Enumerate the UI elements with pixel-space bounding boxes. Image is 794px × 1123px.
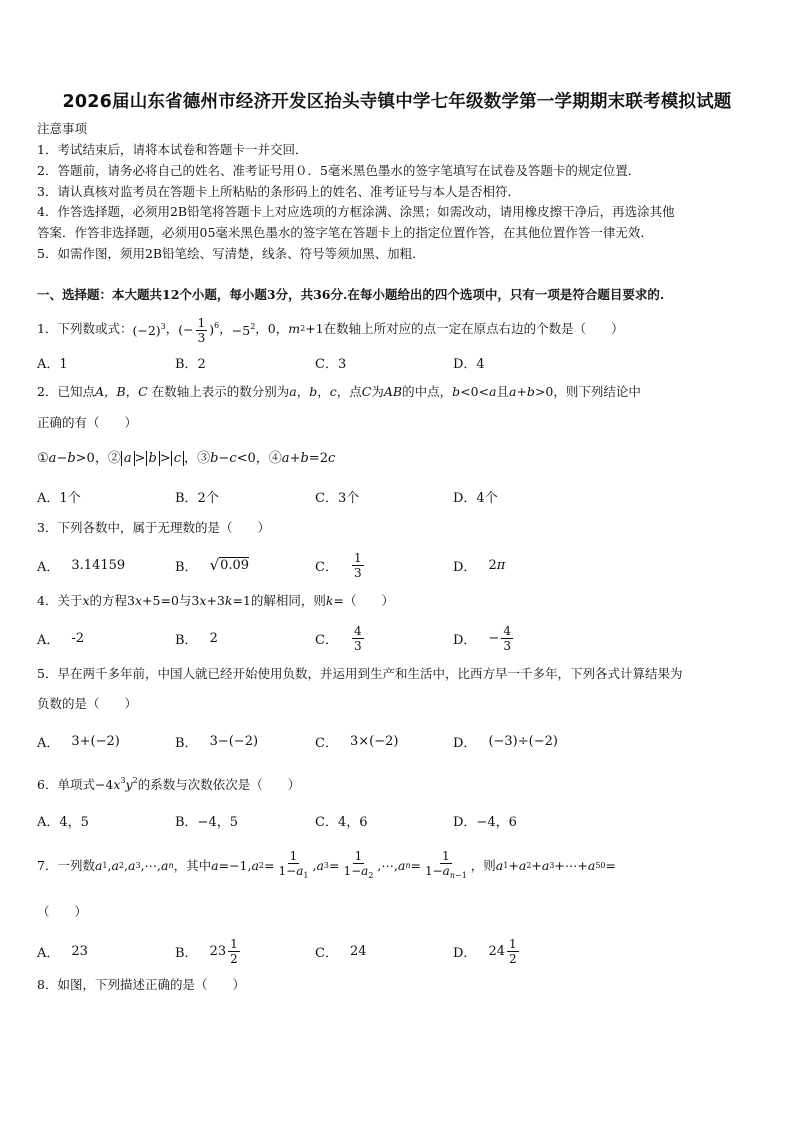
- question-2-line-1: 2．已知点A，B，C 在数轴上表示的数分别为a，b，c，点C为AB的中点，b<0<a且a+b>0，则下列结论中: [37, 384, 641, 399]
- q5-label-a: A．: [37, 735, 60, 751]
- q7-value-c: 24: [349, 943, 367, 959]
- notice-item-1: 1．考试结束后，请将本试卷和答题卡一并交回．: [37, 142, 308, 157]
- q7-label-d: D．: [453, 945, 477, 961]
- q7-label-c: C．: [315, 945, 338, 961]
- q2-option-c[interactable]: C．3个: [315, 490, 360, 506]
- question-2-line-2: 正确的有（ ）: [37, 415, 138, 430]
- q1-options: [37, 348, 757, 376]
- q7-options: [37, 934, 757, 968]
- q4-label-c: C．: [315, 632, 338, 648]
- question-5-line-2: 负数的是（ ）: [37, 696, 138, 711]
- q2-text-f: 且: [496, 384, 509, 399]
- q1-option-d[interactable]: D．4: [453, 356, 485, 372]
- q1-option-c[interactable]: C．3: [315, 356, 347, 372]
- q5-option-d[interactable]: D． (−3)÷(−2): [453, 733, 558, 751]
- q7-label-b: B．: [175, 945, 198, 961]
- q3-value-b: 0.09: [220, 558, 250, 573]
- q5-option-b[interactable]: B． 3−(−2): [175, 733, 259, 751]
- q1-option-b[interactable]: B．2: [175, 356, 206, 372]
- q7-option-b[interactable]: B． 23 $\frac{1}{2}$: [175, 936, 238, 966]
- q3-label-c: C．: [315, 559, 338, 575]
- q5-option-c[interactable]: C． 3×(−2): [315, 733, 399, 751]
- q2-text-a: 2．已知点: [37, 384, 95, 399]
- q7-label-a: A．: [37, 945, 60, 961]
- q6-option-a[interactable]: A．4，5: [37, 814, 89, 830]
- q7-text-b: ，其中: [173, 858, 212, 873]
- question-6-stem: 6．单项式$-4x^3y^2$的系数与次数依次是（ ）: [37, 776, 301, 792]
- q2-text-b: 在数轴上表示的数分别为: [151, 384, 290, 399]
- page-title: 2026届山东省德州市经济开发区抬头寺镇中学七年级数学第一学期期末联考模拟试题: [62, 92, 732, 112]
- notice-item-2: 2．答题前，请务必将自己的姓名、准考证号用０．5毫米黑色墨水的签字笔填写在试卷及答题卡的规定位置．: [37, 163, 641, 178]
- q5-label-d: D．: [453, 735, 477, 751]
- q2-text-d: 为: [371, 384, 384, 399]
- q1-tail: 在数轴上所对应的点一定在原点右边的个数是（ ）: [323, 321, 624, 336]
- notice-item-4: 4．作答选择题，必须用2B铅笔将答题卡上对应选项的方框涂满、涂黑；如需改动，请用橡皮擦干净后，再选涂其他: [37, 204, 675, 219]
- question-7-stem: 7．一列数 a 1 , a 2 , a 3 ,⋯, a n ，其中 a =−1, a 2 = $\frac{1}{1-a_1}$ , a 3 = $\frac{1}{1-a_2}$ ,⋯, a n = $\frac{1}{1-a_{n-1}}$ ，则 a 1 + a 2 + a 3 +⋯+ a 50 =: [37, 849, 616, 880]
- q6-option-c[interactable]: C．4，6: [315, 814, 368, 830]
- q3-option-d[interactable]: D． 2 π: [453, 557, 506, 575]
- q3-label-b: B．: [175, 559, 198, 575]
- q2-statements: ①a−b>0，② a > b > c ，③b−c<0，④a+b=2c: [37, 451, 336, 466]
- q4-value-b: 2: [209, 630, 218, 646]
- q3-option-c[interactable]: C． $\frac{1}{3}$: [315, 550, 362, 580]
- question-1-stem: 1．下列数或式： $(-2)^3$ ， (− $\frac{1}{3}$ )$^6$ ， $-5^2$ ，0， m 2 +1 在数轴上所对应的点一定在原点右边的个数是（ ）: [37, 315, 624, 345]
- q3-option-a[interactable]: [37, 548, 125, 582]
- q2-options: [37, 482, 757, 510]
- q3-option-b[interactable]: B． √ 0.09: [175, 556, 250, 575]
- q5-option-a[interactable]: A． 3+(−2): [37, 733, 120, 751]
- q7-option-c[interactable]: [315, 934, 367, 968]
- q6-options: [37, 806, 757, 834]
- q6-option-b[interactable]: B．−4，5: [175, 814, 238, 830]
- q4-option-c[interactable]: C． $\frac{4}{3}$: [315, 623, 362, 653]
- q7-text-a: 7．一列数: [37, 858, 95, 873]
- notice-item-5: 5．如需作图，须用2B铅笔绘、写清楚，线条、符号等须加黑、加粗．: [37, 246, 425, 261]
- q5-label-c: C．: [315, 735, 338, 751]
- q4-value-a: -2: [71, 630, 85, 646]
- q7-value-a: 23: [71, 943, 88, 959]
- q4-text-b: 的方程: [89, 593, 128, 608]
- q5-label-b: B．: [175, 735, 198, 751]
- q1-expr-1: $(-2)^3$: [132, 322, 166, 338]
- q4-label-d: D．: [453, 632, 477, 648]
- q1-option-a[interactable]: A．1: [37, 356, 68, 372]
- q4-label-b: B．: [175, 632, 198, 648]
- q7-option-a[interactable]: [37, 934, 88, 968]
- q2-option-a[interactable]: A．1个: [37, 490, 81, 506]
- q2-text-c: ，点: [336, 384, 362, 399]
- q2-option-b[interactable]: B．2个: [175, 490, 219, 506]
- q7-paren: （ ）: [37, 904, 88, 919]
- q7-option-d[interactable]: D． 24 $\frac{1}{2}$: [453, 936, 517, 966]
- q4-text-c: 与: [178, 593, 192, 608]
- q1-expr-2: (− $\frac{1}{3}$ )$^6$: [178, 315, 220, 345]
- question-4-stem: 4．关于x的方程3x+5=0与3x+3k=1的解相同，则k=（ ）: [37, 593, 394, 608]
- q6-option-d[interactable]: D．−4，6: [453, 814, 517, 830]
- q1-expr-4: m: [288, 321, 301, 336]
- q4-text-d: 的解相同，则: [250, 593, 326, 608]
- q3-value-a: 3.14159: [71, 557, 126, 573]
- q2-text-e: 的中点，: [402, 384, 453, 399]
- q4-option-a[interactable]: [37, 621, 84, 655]
- section-heading: 一、选择题：本大题共12个小题，每小题3分，共36分.在每小题给出的四个选项中，只有一项是符合题目要求的.: [37, 287, 665, 302]
- q4-option-b[interactable]: [175, 621, 218, 655]
- question-8-stem: 8．如图，下列描述正确的是（ ）: [37, 977, 245, 992]
- q3-options: [37, 548, 757, 582]
- q4-options: [37, 621, 757, 655]
- notice-item-3: 3．请认真核对监考员在答题卡上所粘贴的条形码上的姓名、准考证号与本人是否相符．: [37, 184, 520, 199]
- q4-label-a: A．: [37, 632, 60, 648]
- q1-num: 1．下列数或式：: [37, 321, 133, 336]
- q3-label-a: A．: [37, 559, 60, 575]
- question-3-stem: 3．下列各数中，属于无理数的是（ ）: [37, 520, 270, 535]
- q3-label-d: D．: [453, 559, 477, 575]
- q6-text-b: 的系数与次数依次是（ ）: [137, 777, 301, 792]
- q6-text-a: 6．单项式: [37, 777, 95, 792]
- q4-text-e: （ ）: [343, 593, 394, 608]
- notice-item-4-cont: 答案．作答非选择题，必须用05毫米黑色墨水的签字笔在答题卡上的指定位置作答，在其他位置作答一律无效．: [37, 225, 653, 240]
- q4-option-d[interactable]: D． − $\frac{4}{3}$: [453, 623, 511, 653]
- notice-heading: 注意事项: [37, 121, 88, 136]
- q7-text-c: ，则: [470, 858, 496, 873]
- q1-expr-3: $-5^2$: [231, 322, 256, 338]
- q2-option-d[interactable]: D．4个: [453, 490, 498, 506]
- q4-text-a: 4．关于: [37, 593, 83, 608]
- q2-text-g: ，则下列结论中: [553, 384, 641, 399]
- q5-options: [37, 727, 757, 755]
- question-5-line-1: 5．早在两千多年前，中国人就已经开始使用负数，并运用到生产和生活中，比西方早一千多年，下列各式计算结果为: [37, 666, 683, 681]
